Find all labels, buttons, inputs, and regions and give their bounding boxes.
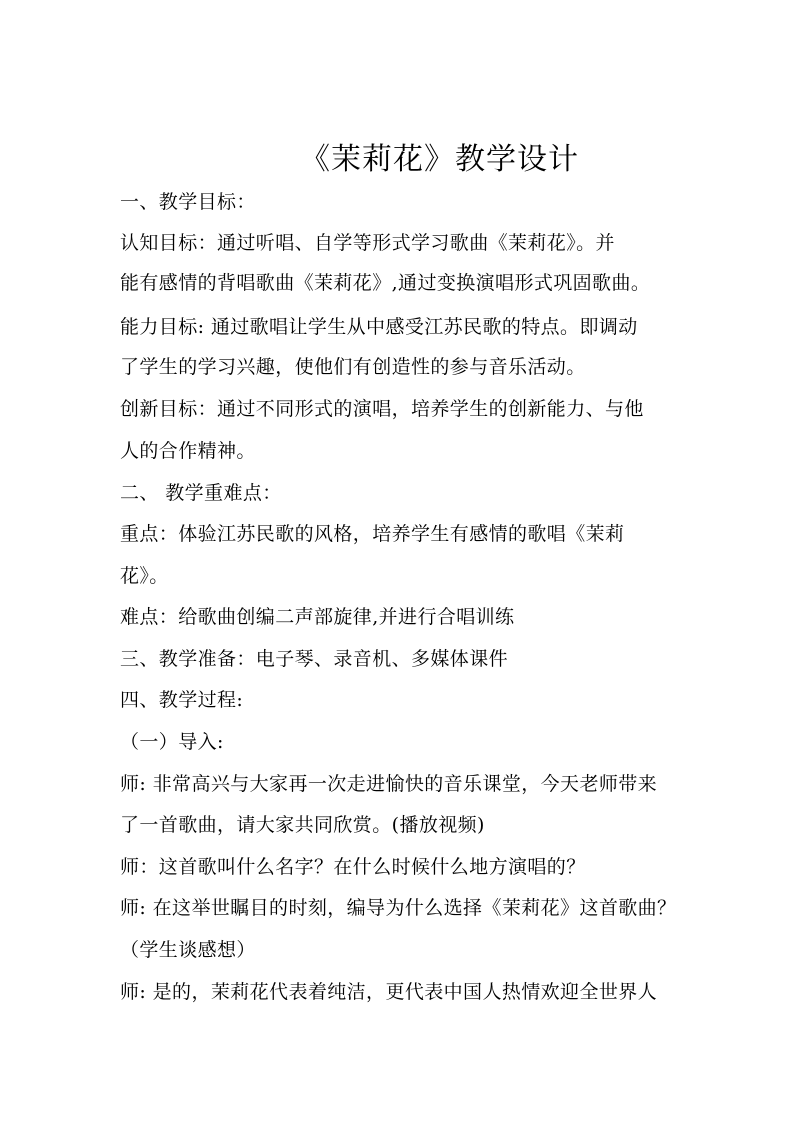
- paragraph-line: 花》。: [120, 565, 169, 587]
- paragraph-line: 师: 在这举世瞩目的时刻，编导为什么选择《茉莉花》这首歌曲？: [120, 897, 677, 919]
- heading-key-points: 二、 教学重难点：: [120, 482, 282, 504]
- paragraph-line: 重点：体验江苏民歌的风格，培养学生有感情的歌唱《茉莉: [120, 523, 625, 545]
- paragraph-line: 创新目标：通过不同形式的演唱，培养学生的创新能力、与他: [120, 398, 644, 420]
- paragraph-line: 师：这首歌叫什么名字？在什么时候什么地方演唱的？: [120, 856, 586, 878]
- paragraph-line: 能力目标: 通过歌唱让学生从中感受江苏民歌的特点。即调动: [120, 316, 638, 338]
- paragraph-line: （学生谈感想）: [120, 939, 256, 961]
- paragraph-line: 认知目标：通过听唱、自学等形式学习歌曲《茉莉花》。并: [120, 232, 615, 254]
- heading-teaching-goals: 一、教学目标：: [120, 191, 256, 213]
- paragraph-line: 师: 非常高兴与大家再一次走进愉快的音乐课堂，今天老师带来: [120, 773, 658, 795]
- heading-preparation: 三、教学准备：电子琴、录音机、多媒体课件: [120, 648, 509, 670]
- heading-process: 四、教学过程:: [120, 689, 244, 711]
- paragraph-line: 师: 是的，茉莉花代表着纯洁，更代表中国人热情欢迎全世界人: [120, 981, 658, 1003]
- paragraph-line: 难点：给歌曲创编二声部旋律,并进行合唱训练: [120, 606, 515, 628]
- paragraph-line: 能有感情的背唱歌曲《茉莉花》,通过变换演唱形式巩固歌曲。: [120, 272, 651, 294]
- paragraph-line: 人的合作精神。: [120, 440, 256, 462]
- paragraph-line: 了一首歌曲，请大家共同欣赏。(播放视频): [120, 814, 485, 836]
- page-title: 《茉莉花》教学设计: [300, 142, 579, 177]
- paragraph-line: 了学生的学习兴趣，使他们有创造性的参与音乐活动。: [120, 356, 586, 378]
- subheading-introduction: （一）导入:: [120, 731, 224, 753]
